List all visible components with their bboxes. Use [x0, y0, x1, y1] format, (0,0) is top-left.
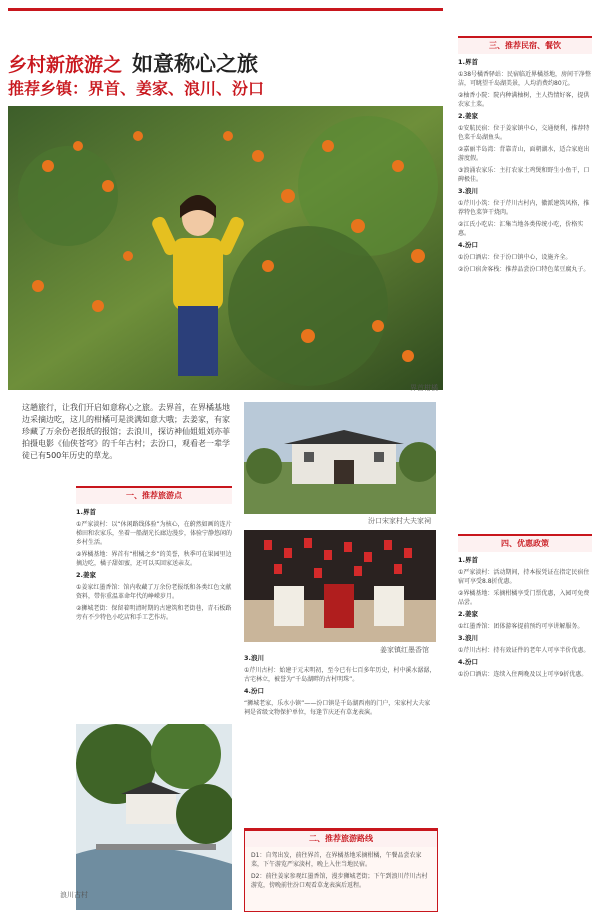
paragraph: ②汾口宿舍客栈：推荐品尝汾口特色菜豆腐丸子。: [458, 266, 590, 273]
paragraph: ①汾口酒店：连续入住两晚及以上可享9折优惠。: [458, 671, 588, 678]
subsection-heading: 1.界首: [458, 58, 478, 66]
paragraph: ②界橘基地：界首有“柑橘之乡”的美誉，秋季可在果园里边摘边吃，橘子甜如蜜，还可以买回家送亲友。: [76, 551, 232, 567]
top-rule: [8, 8, 443, 11]
title-main: 如意称心之旅: [132, 52, 259, 76]
paragraph: ②界橘基地：采摘柑橘享受门票优惠，入园可免费品尝。: [458, 590, 590, 606]
museum-caption: 姜家镇红墨香馆: [380, 646, 429, 654]
subsection-heading: 1.界首: [458, 556, 478, 564]
old-house-photo: [244, 402, 436, 514]
subsection-heading: 4.汾口: [244, 687, 264, 695]
village-photo: [76, 724, 232, 910]
section-attractions-body: [76, 508, 232, 622]
village-caption: 浪川古村: [60, 891, 88, 899]
subsection-heading: 2.姜家: [458, 610, 478, 618]
paragraph: ②柚香小院：院内种满柚树，主人热情好客，提供农家土菜。: [458, 92, 590, 108]
paragraph: ①38号橘香驿站：民宿临近界橘基地，房间干净整洁，可眺望千岛湖美景，人均消费约80元。: [458, 71, 592, 87]
paragraph: ①严家淡村：以“休闲路线体验”为核心，在蔚然如画的连片梯田和农家乐，坐着一船湖光长廊边漫步，体验宁静悠闲的乡村生活。: [76, 521, 233, 546]
old-house-caption: 汾口宋家村大夫家祠: [368, 517, 431, 525]
paragraph: ②狮城老街：保留着明清时期的古建筑和老街巷，青石板路旁有不少特色小吃店和手工艺作坊。: [76, 605, 232, 621]
section-routes-heading: 二、推荐旅游路线: [245, 829, 437, 847]
section-routes-body: [245, 847, 437, 897]
paragraph: D2：前往姜家参观红墨香馆，漫步狮城老街；下午到浪川芹川古村游览，傍晚前往汾口观看草龙表演后返程。: [251, 873, 428, 889]
paragraph: ①严家淡村：活动期间，持本报凭证在指定民宿住宿可享受8.8折优惠。: [458, 569, 590, 585]
paragraph: ②江氏小吃店：汇集当地各类传统小吃，价格实惠。: [458, 221, 584, 237]
routes-box: [244, 828, 438, 912]
title-series: 乡村新旅游之: [8, 54, 123, 76]
subsection-heading: 3.浪川: [244, 654, 264, 662]
paragraph: ①姜家红墨香馆：馆内收藏了万余份老报纸和各类红色文献资料，带你重温革命年代的峥嵘岁月。: [76, 584, 232, 600]
orange-picking-image: [8, 106, 443, 390]
paragraph: D1：自驾出发，前往界首，在界橘基地采摘柑橘，午餐品尝农家菜，下午游览严家淡村，晚上入住当地民宿。: [251, 852, 422, 868]
section-offers-body: [458, 556, 592, 679]
museum-interior-image: [244, 530, 436, 642]
subsection-heading: 2.姜家: [458, 112, 478, 120]
subsection-heading: 1.界首: [76, 508, 96, 516]
museum-photo: [244, 530, 436, 642]
ancestral-hall-image: [244, 402, 436, 514]
page-subtitle: 推荐乡镇：界首、姜家、浪川、汾口: [8, 79, 265, 98]
ancient-village-image: [76, 724, 232, 910]
subsection-heading: 4.汾口: [458, 658, 478, 666]
paragraph: ①安航民宿：位于姜家镇中心，交通便利，推荐特色菜千岛湖鱼头。: [458, 125, 590, 141]
subsection-heading: 4.汾口: [458, 241, 478, 249]
intro-paragraph: 这趟旅行，让我们开启如意称心之旅。去界首，在界橘基地边采摘边吃，这儿的柑橘可是淡满如意大哦；去姜家，有家珍藏了万余份老报纸的报馆；去浪川，探访神仙姐姐刘亦菲拍摄电影《仙侠苍穹》的千年古村；去汾口，观看老一辈学徒已有500年历史的草龙。: [22, 403, 230, 460]
page-title: [8, 48, 258, 78]
paragraph: ①红墨香馆：团体游客提前预约可享讲解服务。: [458, 623, 584, 630]
main-photo: [8, 106, 443, 390]
paragraph: ①芹川小筑：位于芹川古村内，徽派建筑风格，推荐特色菜笋干烧肉。: [458, 200, 590, 216]
middle-text-column: [244, 654, 436, 720]
section-offers-heading: 四、优惠政策: [458, 534, 592, 552]
paragraph: ①芹川古村：持有效证件的老年人可享半价优惠。: [458, 647, 590, 654]
paragraph: ①芹川古村：始建于元末明初，至今已有七百多年历史，村中溪水潺潺，古宅林立，被誉为“千岛湖畔的古村明珠”。: [244, 667, 436, 683]
paragraph: “狮城老家，乐水小镇”——汾口镇是千岛湖西南的门户，宋家村大夫家祠是省级文物保护单位，每逢节庆还有草龙表演。: [244, 700, 431, 716]
section-attractions-heading: 一、推荐旅游点: [76, 486, 232, 504]
paragraph: ②嘉丽半岛湾：背靠青山，面朝湖水，适合家庭出游度假。: [458, 146, 590, 162]
subsection-heading: 3.浪川: [458, 187, 478, 195]
main-photo-caption: 界首柑橘: [410, 384, 438, 392]
paragraph: ①汾口酒店：位于汾口镇中心，设施齐全。: [458, 254, 572, 261]
subsection-heading: 2.姜家: [76, 571, 96, 579]
section-lodging-heading: 三、推荐民宿、餐饮: [458, 36, 592, 54]
section-lodging-body: [458, 58, 592, 528]
subsection-heading: 3.浪川: [458, 634, 478, 642]
paragraph: ③浪涌农家乐：主打农家土鸡煲和野生小鱼干，口碑极佳。: [458, 167, 590, 183]
